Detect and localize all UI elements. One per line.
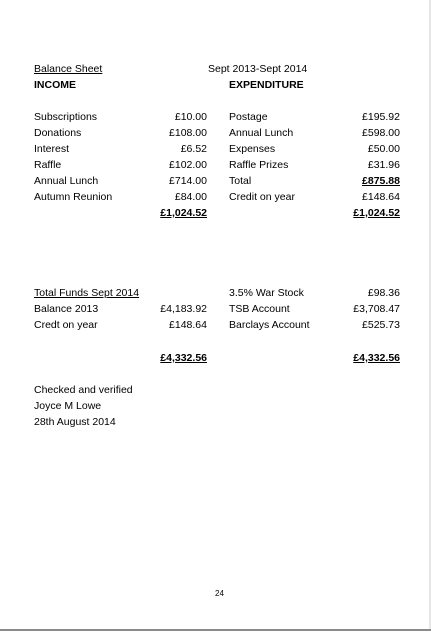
income-label: Interest bbox=[34, 143, 70, 155]
income-row bbox=[34, 141, 207, 157]
income-label: Subscriptions bbox=[34, 111, 98, 123]
verifier-name: Joyce M Lowe bbox=[34, 400, 102, 412]
funds-title-row bbox=[34, 285, 207, 301]
account-row bbox=[229, 301, 400, 317]
verification-date: 28th August 2014 bbox=[34, 416, 116, 428]
expenditure-amount: £50.00 bbox=[367, 143, 400, 155]
expenditure-amount: £598.00 bbox=[362, 127, 400, 139]
expenditure-label: Postage bbox=[229, 111, 268, 123]
income-amount: £108.00 bbox=[169, 127, 207, 139]
income-label: Donations bbox=[34, 127, 82, 139]
income-amount: £102.00 bbox=[169, 159, 207, 171]
funds-title: Total Funds Sept 2014 bbox=[34, 287, 140, 299]
income-amount: £714.00 bbox=[169, 175, 207, 187]
expenditure-heading: EXPENDITURE bbox=[229, 79, 304, 91]
expenditure-amount: £195.92 bbox=[362, 111, 400, 123]
account-label: TSB Account bbox=[229, 303, 290, 315]
income-table bbox=[34, 109, 207, 221]
funds-label: Balance 2013 bbox=[34, 303, 99, 315]
income-label: Autumn Reunion bbox=[34, 191, 113, 203]
verification-line: Checked and verified bbox=[34, 384, 133, 396]
expenditure-subtotal-row bbox=[229, 173, 400, 189]
expenditure-table bbox=[229, 109, 400, 221]
expenditure-total-row bbox=[229, 205, 400, 221]
funds-row bbox=[34, 301, 207, 317]
expenditure-label: Raffle Prizes bbox=[229, 159, 289, 171]
expenditure-label: Annual Lunch bbox=[229, 127, 294, 139]
funds-label: Credt on year bbox=[34, 319, 98, 331]
accounts-table bbox=[229, 285, 400, 333]
expenditure-subtotal: £875.88 bbox=[362, 175, 400, 187]
income-row bbox=[34, 157, 207, 173]
income-label: Raffle bbox=[34, 159, 62, 171]
page-number: 24 bbox=[215, 589, 224, 598]
account-row bbox=[229, 285, 400, 301]
balance-sheet-title: Balance Sheet bbox=[34, 63, 103, 75]
period-label: Sept 2013-Sept 2014 bbox=[208, 63, 308, 75]
expenditure-label: Total bbox=[229, 175, 252, 187]
income-amount: £10.00 bbox=[174, 111, 207, 123]
expenditure-row bbox=[229, 125, 400, 141]
income-amount: £84.00 bbox=[174, 191, 207, 203]
income-row bbox=[34, 109, 207, 125]
accounts-total: £4,332.56 bbox=[353, 352, 400, 364]
funds-row bbox=[34, 317, 207, 333]
income-row bbox=[34, 125, 207, 141]
expenditure-row bbox=[229, 189, 400, 205]
expenditure-row bbox=[229, 157, 400, 173]
expenditure-row bbox=[229, 141, 400, 157]
income-total: £1,024.52 bbox=[160, 207, 207, 219]
expenditure-amount: £148.64 bbox=[362, 191, 400, 203]
expenditure-total: £1,024.52 bbox=[353, 207, 400, 219]
income-heading: INCOME bbox=[34, 79, 76, 91]
income-row bbox=[34, 189, 207, 205]
funds-total: £4,332.56 bbox=[160, 352, 207, 364]
income-label: Annual Lunch bbox=[34, 175, 99, 187]
account-amount: £98.36 bbox=[367, 287, 400, 299]
account-row bbox=[229, 317, 400, 333]
account-amount: £3,708.47 bbox=[353, 303, 400, 315]
page-edge-bottom bbox=[0, 629, 431, 631]
expenditure-label: Expenses bbox=[229, 143, 276, 155]
income-row bbox=[34, 173, 207, 189]
expenditure-row bbox=[229, 109, 400, 125]
account-label: Barclays Account bbox=[229, 319, 310, 331]
funds-amount: £4,183.92 bbox=[160, 303, 207, 315]
expenditure-label: Credit on year bbox=[229, 191, 295, 203]
income-total-row bbox=[34, 205, 207, 221]
account-label: 3.5% War Stock bbox=[229, 287, 304, 299]
funds-amount: £148.64 bbox=[169, 319, 207, 331]
funds-table bbox=[34, 285, 207, 333]
expenditure-amount: £31.96 bbox=[367, 159, 400, 171]
account-amount: £525.73 bbox=[362, 319, 400, 331]
income-amount: £6.52 bbox=[180, 143, 207, 155]
